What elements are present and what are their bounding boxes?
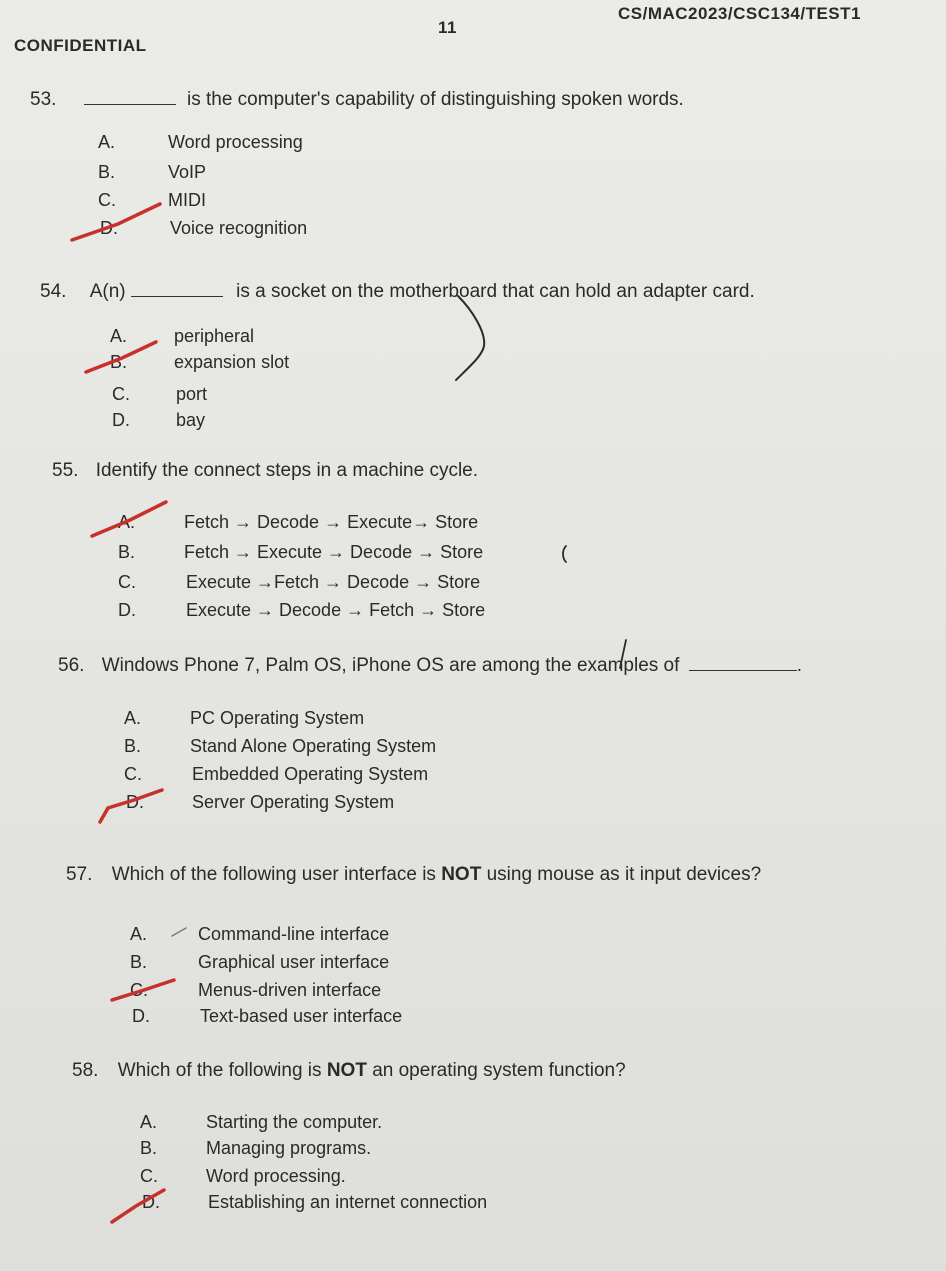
option-text: Graphical user interface — [198, 952, 390, 972]
question-57-option-d — [132, 1006, 403, 1027]
option-letter: B. — [130, 952, 148, 972]
option-letter: D. — [100, 218, 118, 238]
question-55-stem — [52, 460, 478, 482]
option-text: Embedded Operating System — [192, 764, 429, 784]
option-text: Menus-driven interface — [198, 980, 382, 1000]
course-code: CS/MAC2023/CSC134/TEST1 — [618, 4, 861, 23]
question-56-option-b — [124, 736, 437, 757]
option-text: Voice recognition — [170, 218, 308, 238]
option-letter: C. — [130, 980, 148, 1000]
question-number: 53. — [30, 89, 57, 110]
question-text: Which of the following is — [117, 1060, 322, 1081]
question-number: 55. — [52, 460, 79, 481]
option-text: Command-line interface — [198, 924, 390, 944]
option-letter: A. — [140, 1112, 158, 1132]
option-letter: B. — [110, 352, 128, 372]
option-letter: C. — [124, 764, 142, 784]
question-54-stem — [40, 280, 755, 303]
question-number: 57. — [66, 864, 93, 885]
option-text: MIDI — [168, 190, 206, 210]
option-letter: B. — [98, 162, 116, 182]
option-letter: A. — [110, 326, 128, 346]
question-53-option-d — [100, 218, 308, 239]
option-text: Word processing — [168, 132, 303, 152]
option-text: expansion slot — [174, 352, 290, 372]
question-lead: A(n) — [89, 281, 126, 302]
option-letter: C. — [118, 572, 136, 592]
question-emphasis: NOT — [441, 864, 482, 885]
question-54-option-c — [112, 384, 208, 405]
question-54-option-b — [110, 352, 290, 373]
question-58-option-c — [140, 1166, 346, 1187]
question-text: an operating system function? — [372, 1060, 626, 1081]
option-text: Managing programs. — [206, 1138, 372, 1158]
question-56-option-d — [126, 792, 395, 813]
question-54-option-d — [112, 410, 206, 431]
question-number: 58. — [72, 1060, 99, 1081]
classification-label: CONFIDENTIAL — [14, 36, 147, 55]
question-53-option-b — [98, 162, 207, 183]
option-letter: D. — [142, 1192, 160, 1212]
option-text: Starting the computer. — [206, 1112, 383, 1132]
option-text: Execute → Decode → Fetch → Store — [186, 600, 486, 620]
question-57-stem — [66, 864, 761, 886]
option-letter: C. — [140, 1166, 158, 1186]
option-text: peripheral — [174, 326, 255, 346]
pencil-stroke — [563, 546, 566, 562]
question-number: 54. — [40, 281, 67, 302]
question-56-option-a — [124, 708, 365, 729]
question-57-option-b — [130, 952, 390, 973]
option-letter: A. — [124, 708, 142, 728]
option-letter: A. — [130, 924, 148, 944]
option-text: Text-based user interface — [200, 1006, 403, 1026]
option-letter: C. — [112, 384, 130, 404]
question-58-option-a — [140, 1112, 383, 1133]
question-text: Windows Phone 7, Palm OS, iPhone OS are among the examples of — [101, 655, 680, 676]
question-53-option-c — [98, 190, 206, 211]
option-text: Fetch → Execute → Decode → Store — [184, 542, 484, 562]
question-text: is a socket on the motherboard that can hold an adapter card. — [236, 281, 755, 302]
pencil-stroke — [456, 296, 484, 380]
question-text: Identify the connect steps in a machine cycle. — [95, 460, 479, 481]
question-55-option-c — [118, 572, 481, 593]
answer-blank — [84, 88, 176, 105]
option-text: port — [176, 384, 208, 404]
option-text: PC Operating System — [190, 708, 365, 728]
question-number: 56. — [58, 655, 85, 676]
option-letter: A. — [118, 512, 136, 532]
question-54-option-a — [110, 326, 255, 347]
question-53-stem — [30, 88, 684, 111]
option-letter: B. — [118, 542, 136, 562]
question-53-option-a — [98, 132, 303, 153]
question-text: using mouse as it input devices? — [486, 864, 762, 885]
question-55-option-a — [118, 512, 479, 533]
question-text: Which of the following user interface is — [111, 864, 436, 885]
question-55-option-d — [118, 600, 486, 621]
question-57-option-a — [130, 924, 390, 945]
option-text: Word processing. — [206, 1166, 346, 1186]
question-58-option-b — [140, 1138, 372, 1159]
question-trail: . — [796, 655, 802, 676]
option-text: Execute →Fetch → Decode → Store — [186, 572, 481, 592]
option-letter: D. — [132, 1006, 150, 1026]
question-58-option-d — [142, 1192, 488, 1213]
question-text: is the computer's capability of distinguishing spoken words. — [186, 89, 684, 110]
option-letter: D. — [126, 792, 144, 812]
question-55-option-b — [118, 542, 484, 563]
option-letter: B. — [140, 1138, 158, 1158]
option-text: Fetch → Decode → Execute→ Store — [184, 512, 479, 532]
option-letter: C. — [98, 190, 116, 210]
question-emphasis: NOT — [326, 1060, 367, 1081]
option-letter: B. — [124, 736, 142, 756]
option-text: VoIP — [168, 162, 207, 182]
pencil-stroke — [172, 928, 186, 936]
answer-blank — [131, 280, 223, 297]
option-text: Server Operating System — [192, 792, 395, 812]
question-56-stem — [58, 654, 802, 677]
question-57-option-c — [130, 980, 382, 1001]
option-text: Establishing an internet connection — [208, 1192, 488, 1212]
option-letter: A. — [98, 132, 116, 152]
option-letter: D. — [118, 600, 136, 620]
question-56-option-c — [124, 764, 429, 785]
answer-blank — [689, 654, 797, 671]
option-text: bay — [176, 410, 206, 430]
option-letter: D. — [112, 410, 130, 430]
option-text: Stand Alone Operating System — [190, 736, 437, 756]
question-58-stem — [72, 1060, 626, 1082]
page-number: 11 — [438, 18, 457, 37]
